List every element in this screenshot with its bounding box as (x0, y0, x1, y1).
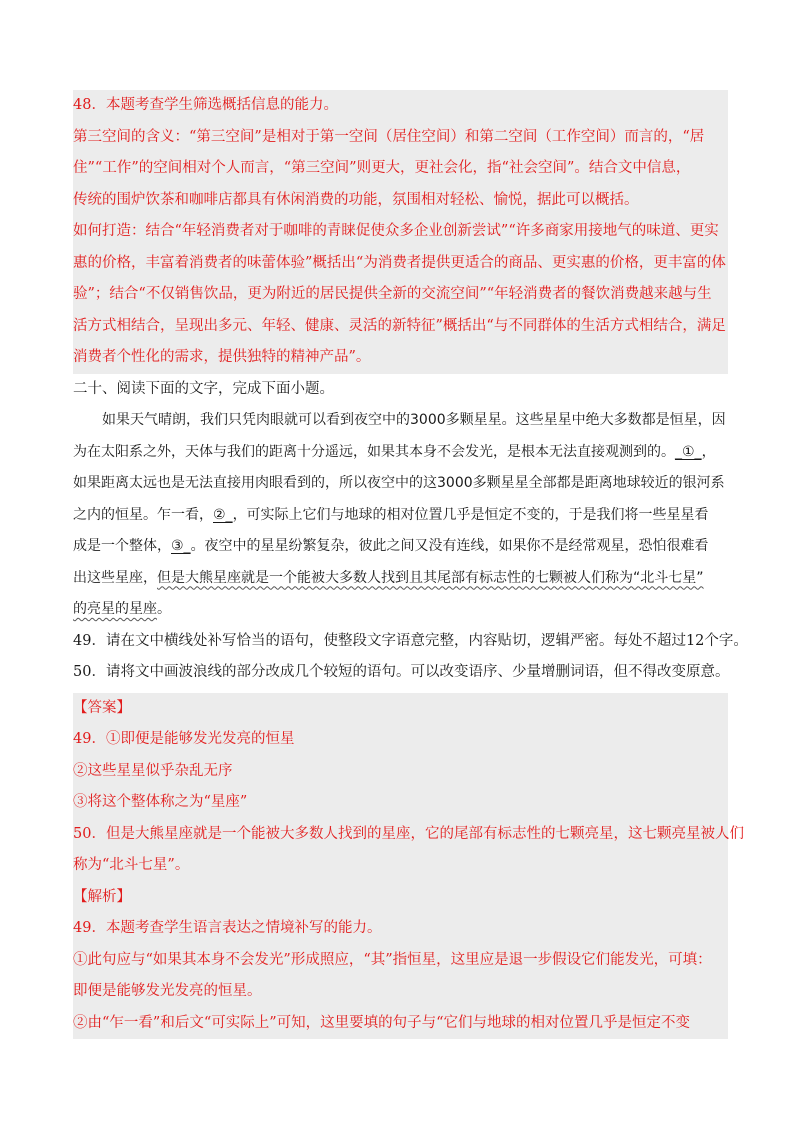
section-heading: 二十、阅读下面的文字，完成下面小题。 (73, 380, 334, 397)
answer-label: 【答案】 (73, 699, 131, 716)
passage-line: 成是一个整体，③_。夜空中的星星纷繁复杂，彼此之间又没有连线，如果你不是经常观星，恐怕很难看 (73, 538, 709, 554)
explanation-48-block (73, 90, 728, 374)
passage-line: 为在太阳系之外，天体与我们的距离十分遥远，如果其本身不会发光，是根本无法直接观测到的。_①_， (73, 443, 716, 460)
answer-line: 49．①即便是能够发光发亮的恒星 (73, 731, 295, 747)
answer-block (73, 693, 744, 1040)
blank-2: ②_ (213, 506, 233, 523)
question-48-heading: 48．本题考查学生筛选概括信息的能力。 (73, 97, 338, 113)
answer-line: ②这些星星似乎杂乱无序 (73, 762, 233, 779)
explanation-line: 传统的围炉饮茶和咖啡店都具有休闲消费的功能，氛围相对轻松、愉悦，据此可以概括。 (73, 191, 639, 208)
explanation-line: 惠的价格，丰富着消费者的味蕾体验”概括出“为消费者提供更适合的商品、更实惠的价格，更丰富的体 (73, 254, 726, 271)
document-page (73, 90, 748, 1039)
analysis-line: 即便是能够发光发亮的恒星。 (73, 983, 262, 999)
explanation-line: 第三空间的含义：“第三空间”是相对于第一空间（居住空间）和第二空间（工作空间）而言的，“居 (73, 128, 705, 145)
analysis-line: ②由“乍一看”和后文“可实际上”可知，这里要填的句子与“它们与地球的相对位置几乎是恒定不变 (73, 1014, 691, 1031)
answer-line: ③将这个整体称之为“星座” (73, 794, 248, 810)
explanation-line: 住”“工作”的空间相对个人而言，“第三空间”则更大，更社会化，指“社会空间”。结合文中信息， (73, 160, 691, 176)
blank-3: ③_ (171, 538, 191, 554)
wavy-underlined-sentence-end: 的亮星的星座 (73, 601, 157, 617)
section-20 (73, 374, 748, 689)
analysis-line: 49．本题考查学生语言表达之情境补写的能力。 (73, 920, 382, 936)
explanation-line: 消费者个性化的需求，提供独特的精神产品”。 (73, 349, 371, 365)
answer-line: 50．但是大熊星座就是一个能被大多数人找到的星座，它的尾部有标志性的七颗亮星，这七颗亮星被人们 (73, 825, 744, 842)
passage-line: 如果天气晴朗，我们只凭肉眼就可以看到夜空中的3000多颗星星。这些星星中绝大多数都是恒星，因 (102, 412, 726, 428)
blank-1: _①_ (675, 443, 702, 460)
analysis-line: ①此句应与“如果其本身不会发光”形成照应，“其”指恒星，这里应是退一步假设它们能发光，可填： (73, 951, 712, 968)
question-49: 49．请在文中横线处补写恰当的语句，使整段文字语意完整，内容贴切，逻辑严密。每处不超过12个字。 (73, 632, 748, 649)
question-50: 50．请将文中画波浪线的部分改成几个较短的语句。可以改变语序、少量增删词语，但不得改变原意。 (73, 664, 730, 680)
passage-line: 如果距离太远也是无法直接用肉眼看到的，所以夜空中的这3000多颗星星全部都是距离地球较近的银河系 (73, 475, 725, 491)
passage-line: 出这些星座，但是大熊星座就是一个能被大多数人找到且其尾部有标志性的七颗被人们称为“北斗七星” (73, 569, 704, 586)
explanation-line: 如何打造：结合“年轻消费者对于咖啡的青睐促使众多企业创新尝试”“许多商家用接地气的味道、更实 (73, 223, 719, 239)
explanation-line: 验”；结合“不仅销售饮品，更为附近的居民提供全新的交流空间”“年轻消费者的餐饮消费越来越与生 (73, 286, 712, 302)
passage-line: 之内的恒星。乍一看，②_，可实际上它们与地球的相对位置几乎是恒定不变的，于是我们将一些星星看 (73, 506, 709, 523)
analysis-label: 【解析】 (73, 888, 131, 905)
explanation-line: 活方式相结合，呈现出多元、年轻、健康、灵活的新特征”概括出“与不同群体的生活方式相结合，满足 (73, 317, 726, 334)
answer-line: 称为“北斗七星”。 (73, 857, 190, 873)
wavy-underlined-sentence: 但是大熊星座就是一个能被大多数人找到且其尾部有标志性的七颗被人们称为“北斗七星” (157, 569, 704, 586)
passage-line: 的亮星的星座。 (73, 601, 171, 617)
